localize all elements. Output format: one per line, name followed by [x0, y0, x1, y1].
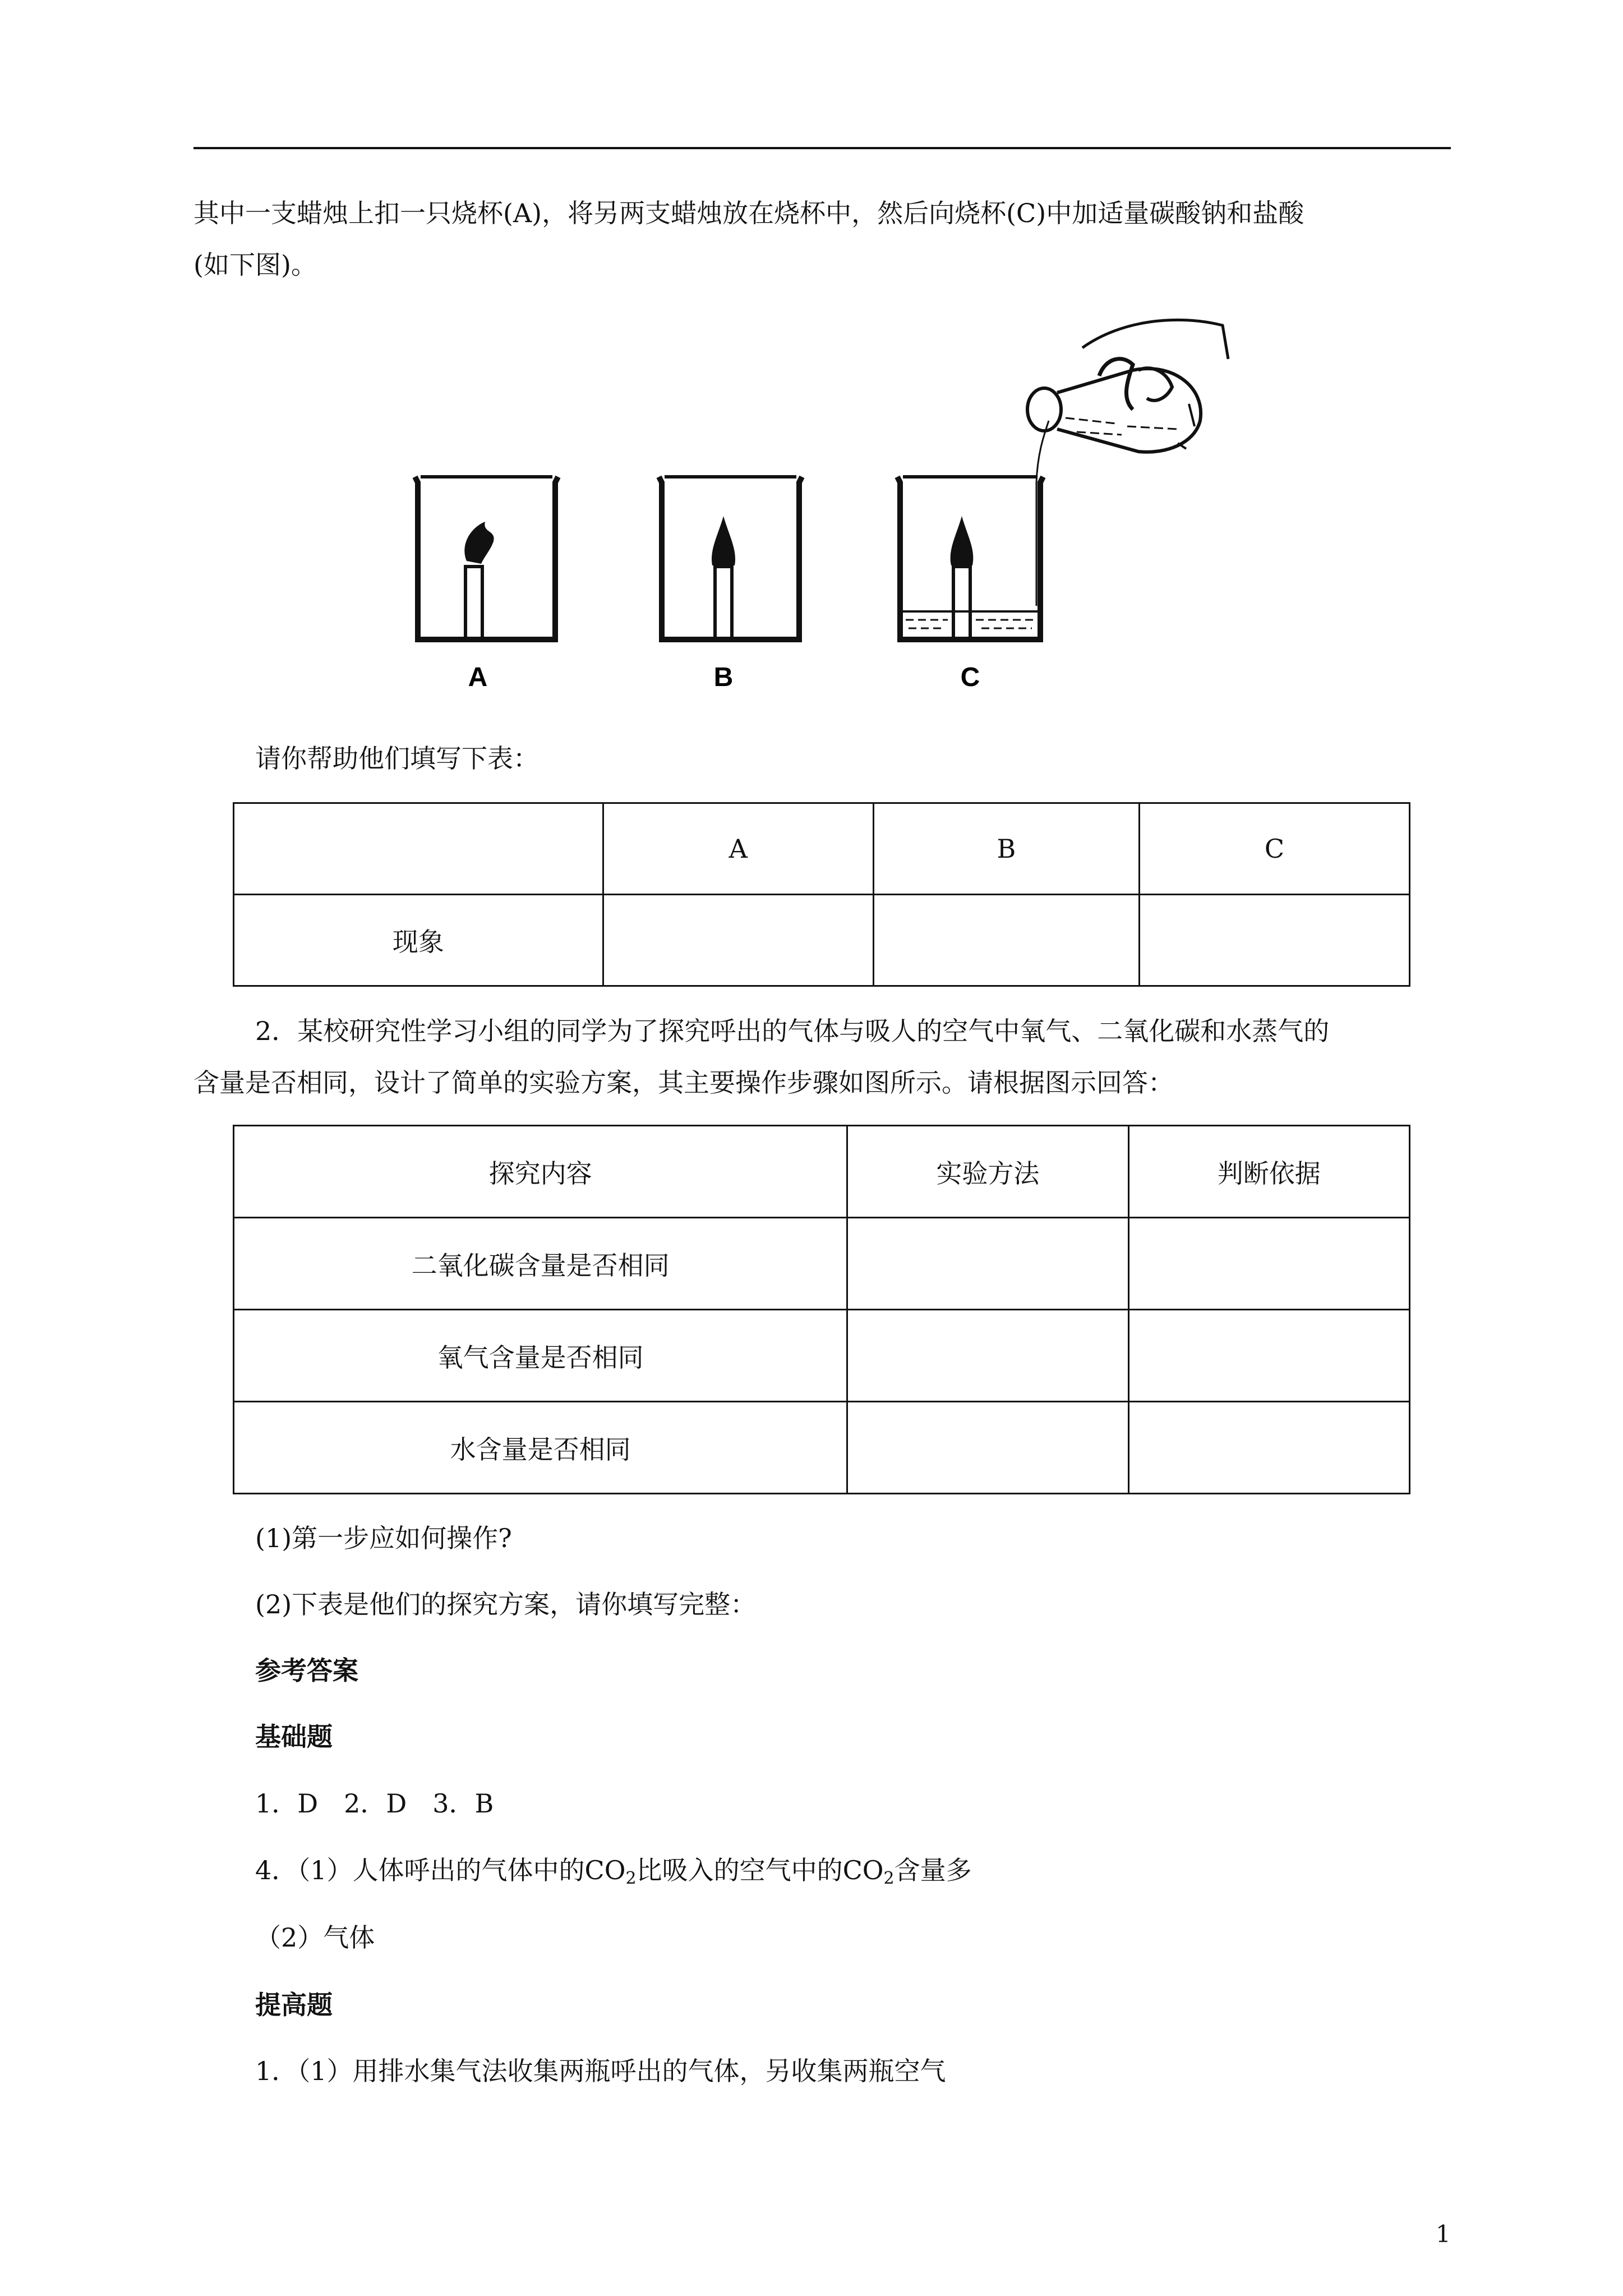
table2-row-oxygen: 氧气含量是否相同: [234, 1310, 847, 1402]
answers-title: 参考答案: [255, 1655, 358, 1686]
figure-label-c: C: [960, 662, 980, 692]
question2-line-2: 含量是否相同，设计了简单的实验方案，其主要操作步骤如图所示。请根据图示回答：: [193, 1068, 1174, 1098]
question2-line-1: 2．某校研究性学习小组的同学为了探究呼出的气体与吸人的空气中氧气、二氧化碳和水蒸气的: [255, 1016, 1330, 1046]
table2-cell: [1128, 1402, 1409, 1494]
table1-header-c: C: [1139, 803, 1409, 895]
table1-cell: [603, 895, 873, 986]
co2-formula: $CO_2$: [584, 1855, 637, 1888]
advanced-answer: 1．（1）用排水集气法收集两瓶呼出的气体，另收集两瓶空气: [255, 2056, 946, 2086]
table1-header-empty: [234, 803, 603, 895]
table1-prompt: 请你帮助他们填写下表：: [255, 743, 539, 774]
table2-cell: [1128, 1310, 1409, 1402]
table2-header-method: 实验方法: [847, 1126, 1128, 1218]
pouring-bottle-and-hand: [1027, 320, 1228, 482]
co2-formula: $CO_2$: [842, 1855, 895, 1888]
beaker-c: [897, 477, 1043, 639]
table1-row-label: 现象: [234, 895, 603, 986]
table2-header-basis: 判断依据: [1128, 1126, 1409, 1218]
figure-label-b: B: [713, 662, 734, 692]
q4-answer: [255, 1853, 972, 1895]
intro-line-2: (如下图)。: [193, 250, 317, 280]
table1-cell: [1139, 895, 1409, 986]
table2-row-co2: 二氧化碳含量是否相同: [234, 1218, 847, 1310]
table2-row-water: 水含量是否相同: [234, 1402, 847, 1494]
table1-header-a: A: [603, 803, 873, 895]
subquestion-1: (1)第一步应如何操作?: [255, 1523, 512, 1553]
table2-cell: [847, 1218, 1128, 1310]
subquestion-2: (2)下表是他们的探究方案，请你填写完整：: [255, 1589, 757, 1619]
page-number: 1: [1436, 2220, 1451, 2248]
basic-answers: 1．D 2．D 3．B: [255, 1788, 494, 1819]
table1-header-b: B: [873, 803, 1139, 895]
q4-suffix: 含量多: [894, 1855, 972, 1885]
q4-mid: 比吸入的空气中的: [636, 1855, 843, 1885]
intro-line-1: 其中一支蜡烛上扣一只烧杯(A)，将另两支蜡烛放在烧杯中，然后向烧杯(C)中加适量碳酸钠和盐酸: [193, 198, 1304, 228]
candle-beakers-figure: [393, 314, 1234, 707]
beaker-b: [659, 477, 802, 639]
table1-cell: [873, 895, 1139, 986]
beaker-a: [415, 477, 558, 639]
basic-section-title: 基础题: [255, 1722, 333, 1752]
header-rule: [193, 147, 1451, 149]
advanced-section-title: 提高题: [255, 1990, 333, 2020]
table2-cell: [847, 1402, 1128, 1494]
table2-cell: [1128, 1218, 1409, 1310]
table2-header-content: 探究内容: [234, 1126, 847, 1218]
observation-table: [233, 802, 1410, 987]
q4-part2: （2）气体: [255, 1922, 375, 1953]
table2-cell: [847, 1310, 1128, 1402]
figure-label-a: A: [468, 662, 488, 692]
inquiry-table: [233, 1125, 1410, 1494]
q4-prefix: 4．（1）人体呼出的气体中的: [255, 1855, 585, 1885]
